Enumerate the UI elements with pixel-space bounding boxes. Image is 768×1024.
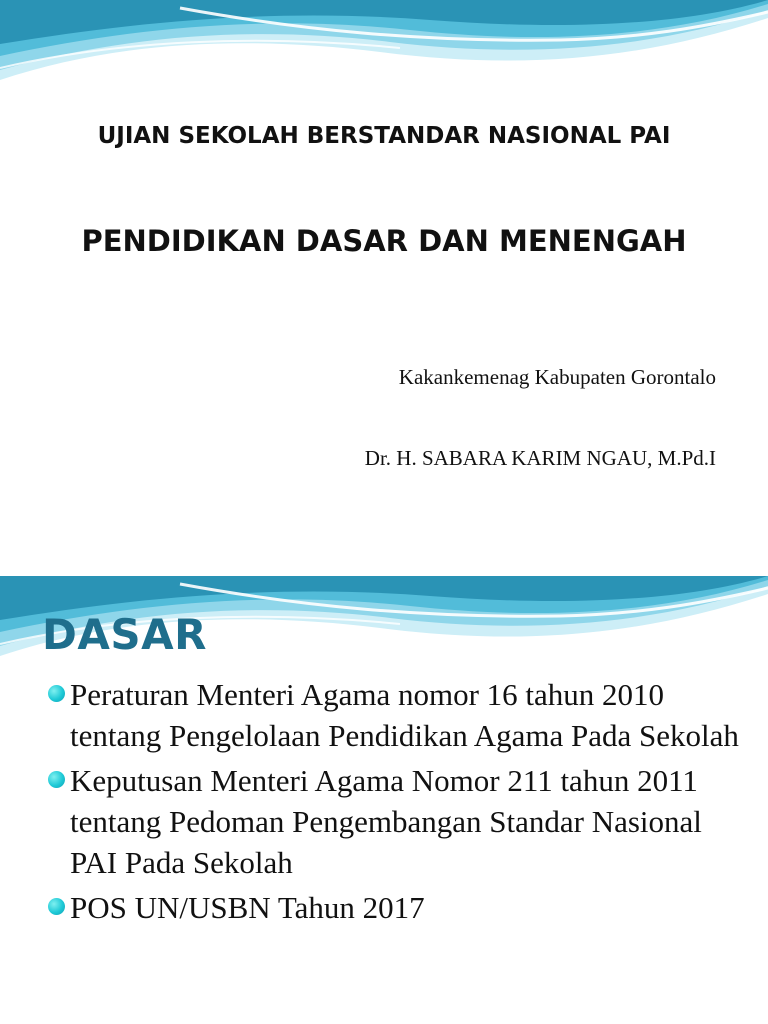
header-wave-decoration [0, 0, 768, 100]
presenter-name: Dr. H. SABARA KARIM NGAU, M.Pd.I [364, 446, 716, 470]
slide-heading: DASAR [42, 610, 207, 659]
list-item [48, 760, 748, 883]
bullet-list [48, 674, 748, 932]
list-item-text: POS UN/USBN Tahun 2017 [70, 890, 425, 925]
bullet-dot-icon [48, 685, 65, 702]
list-item-text: Keputusan Menteri Agama Nomor 211 tahun 2011 tentang Pedoman Pengembangan Standar Nasional PAI Pada Sekolah [70, 763, 702, 880]
list-item [48, 887, 748, 928]
slide-title-line1: UJIAN SEKOLAH BERSTANDAR NASIONAL PAI [97, 123, 671, 149]
bullet-dot-icon [48, 898, 65, 915]
slide-title-line2: PENDIDIKAN DASAR DAN MENENGAH [81, 224, 687, 258]
list-item-text: Peraturan Menteri Agama nomor 16 tahun 2010 tentang Pengelolaan Pendidikan Agama Pada Sekolah [70, 677, 739, 753]
presenter-office: Kakankemenag Kabupaten Gorontalo [398, 365, 716, 389]
slide-dasar [0, 576, 768, 1024]
list-item [48, 674, 748, 756]
slide-divider [0, 512, 768, 576]
bullet-dot-icon [48, 771, 65, 788]
